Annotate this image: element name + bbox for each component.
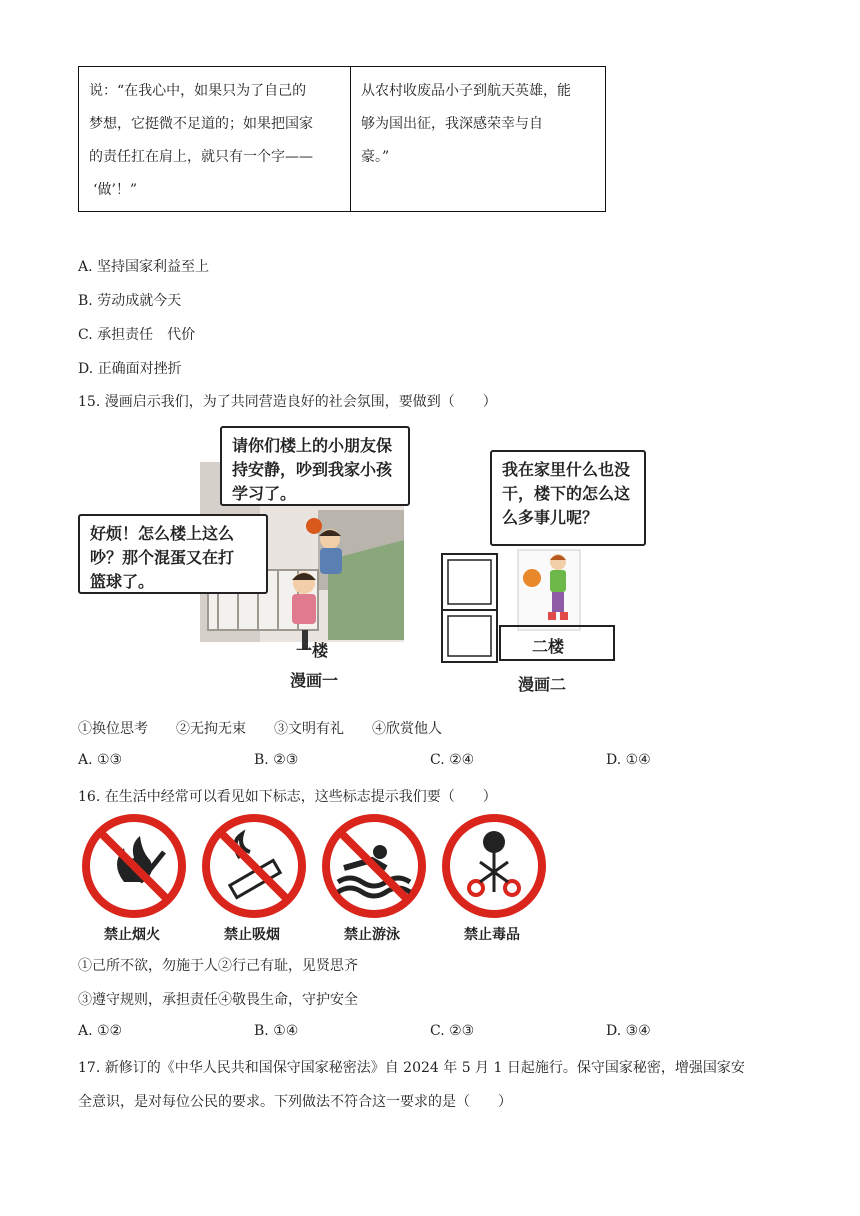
- comic-1: [78, 420, 418, 700]
- no-swimming-icon: [326, 818, 422, 914]
- q16-items-line-1: ①己所不欲，勿施于人②行己有耻，见贤思齐: [78, 958, 358, 974]
- q15-choice-d[interactable]: D. ①④: [606, 752, 651, 768]
- no-drugs-icon: [446, 818, 542, 914]
- q15-choice-a[interactable]: A. ①③: [78, 752, 123, 768]
- comic-1-caption: 漫画一: [290, 671, 339, 690]
- q16-choice-d[interactable]: D. ③④: [606, 1023, 651, 1039]
- no-smoking-icon: [206, 818, 302, 914]
- q14-option-b[interactable]: B. 劳动成就今天: [78, 293, 182, 309]
- q15-items: ①换位思考 ②无拘无束 ③文明有礼 ④欣赏他人: [78, 721, 442, 737]
- comic-1-bubble-top-line: 请你们楼上的小朋友保: [232, 436, 393, 455]
- sign-label: 禁止烟火: [104, 927, 160, 943]
- q15-choice-c[interactable]: C. ②④: [430, 752, 475, 768]
- quote-cell-right: [351, 67, 605, 211]
- q15-stem: 15. 漫画启示我们，为了共同营造良好的社会氛围，要做到（ ）: [78, 394, 497, 410]
- comic-1-bubble-left-line: 吵？那个混蛋又在打: [90, 548, 235, 567]
- q16-choice-b[interactable]: B. ①④: [254, 1023, 299, 1039]
- comic-2-bubble-line: 么多事儿呢？: [502, 508, 599, 527]
- quote-right-line: 够为国出征，我深感荣幸与自: [361, 116, 543, 132]
- comic-2: [440, 450, 631, 700]
- q14-option-d[interactable]: D. 正确面对挫折: [78, 361, 182, 377]
- sign-label: 禁止毒品: [464, 927, 520, 943]
- q14-option-c[interactable]: C. 承担责任 代价: [78, 327, 196, 343]
- quote-right-line: 豪。”: [361, 149, 390, 165]
- comic-2-bubble-line: 我在家里什么也没: [502, 460, 631, 479]
- comic-1-bubble-left-line: 篮球了。: [90, 572, 155, 591]
- q16-signs: [80, 812, 560, 948]
- q15-choice-b[interactable]: B. ②③: [254, 752, 299, 768]
- comic-2-floor-label: 二楼: [532, 637, 565, 656]
- comic-1-bubble-top: [220, 426, 410, 506]
- q17-stem-line-2: 全意识，是对每位公民的要求。下列做法不符合这一要求的是（ ）: [78, 1094, 512, 1110]
- q16-signs-graphic: [80, 812, 560, 920]
- quote-right-line: 从农村收废品小子到航天英雄，能: [361, 83, 571, 99]
- q16-items-line-2: ③遵守规则，承担责任④敬畏生命，守护安全: [78, 992, 358, 1008]
- quote-left-line: 梦想，它挺微不足道的；如果把国家: [89, 116, 313, 132]
- no-fire-icon: [86, 818, 182, 914]
- comic-1-bubble-left-line: 好烦！怎么楼上这么: [90, 524, 235, 543]
- comic-2-caption: 漫画二: [518, 675, 567, 694]
- q16-choice-a[interactable]: A. ①②: [78, 1023, 123, 1039]
- sign-label: 禁止游泳: [344, 927, 400, 943]
- quote-left-line: ‘做’！”: [93, 182, 138, 198]
- comic-1-bubble-top-line: 持安静，吵到我家小孩: [232, 460, 393, 479]
- quote-left-line: 的责任扛在肩上，就只有一个字——: [89, 149, 313, 165]
- quote-left-line: 说：“在我心中，如果只为了自己的: [89, 83, 307, 99]
- q17-stem-line-1: 17. 新修订的《中华人民共和国保守国家秘密法》自 2024 年 5 月 1 日起施行。保守国家秘密，增强国家安: [78, 1060, 745, 1076]
- quote-cell-left: [79, 67, 351, 211]
- q16-stem: 16. 在生活中经常可以看见如下标志，这些标志提示我们要（ ）: [78, 789, 497, 805]
- q16-choice-c[interactable]: C. ②③: [430, 1023, 475, 1039]
- comic-2-bubble: [490, 450, 646, 546]
- comic-2-bubble-line: 干，楼下的怎么这: [502, 484, 631, 503]
- comic-1-bubble-top-line: 学习了。: [232, 484, 297, 503]
- quote-table: [78, 66, 606, 212]
- comic-1-bubble-left: [78, 514, 268, 594]
- sign-label: 禁止吸烟: [224, 927, 280, 943]
- comic-1-floor-label: 一楼: [296, 641, 329, 660]
- q14-option-a[interactable]: A. 坚持国家利益至上: [78, 259, 210, 275]
